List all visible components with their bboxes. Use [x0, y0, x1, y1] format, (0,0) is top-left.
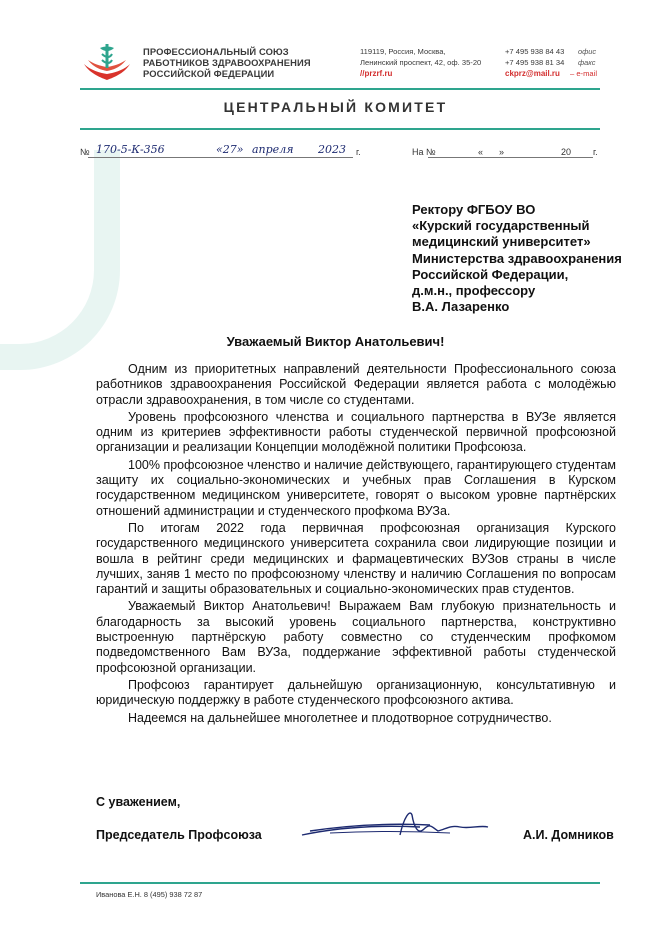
address-line: 119119, Россия, Москва, [360, 47, 446, 56]
signatory-title: Председатель Профсоюза [96, 828, 262, 842]
recipient-block [412, 202, 622, 315]
paragraph: Одним из приоритетных направлений деятельности Профессионального союза работников здравоохранения Российской Федерации является работа с молодёжью отрасли здравоохранения, в том числе со студентами. [96, 362, 616, 407]
closing: С уважением, [96, 795, 181, 809]
org-name-line: РОССИЙСКОЙ ФЕДЕРАЦИИ [143, 68, 275, 79]
paragraph: Надеемся на дальнейшее многолетнее и плодотворное сотрудничество. [128, 710, 552, 725]
paragraph: По итогам 2022 года первичная профсоюзная организация Курского государственного медицинского университета сохранила свои лидирующие позиции и вошла в рейтинг среди медицинских и фармацевтических ВУЗов страны в числе лучших, заняв 1 место по профсоюзному членству и наличию Соглашения по вопросам гарантий и защиты образовательных и социально-экономических прав студентов. [96, 520, 616, 597]
recipient-line: медицинский университет» [412, 234, 591, 250]
paragraph: Уважаемый Виктор Анатольевич! Выражаем Вам глубокую признательность и благодарность за высокий уровень социального партнерства, конструктивно выстроенную партнёрскую работу совместно со студенческим профкомом подведомственного Вам ВУЗа, поддержание эффективной работы студенческой профсоюзной организации. [96, 599, 616, 675]
phone-label: факс [578, 58, 596, 67]
reply-underline [428, 157, 593, 158]
ref-number-label: № [80, 147, 90, 157]
recipient-line: д.м.н., профессору [412, 283, 536, 299]
medical-hands-logo-icon [80, 40, 134, 82]
ref-date-day: «27» [216, 143, 244, 156]
email-link[interactable]: ckprz@mail.ru [505, 69, 560, 78]
email-label: – e-mail [570, 69, 598, 78]
paragraph: 100% профсоюзное членство и наличие действующего, гарантирующего студентам защиту их социально-экономических и учебных прав Соглашения в Курском государственном медицинском университете, говорят о высоком уровне партнёрских отношений администрации и студенческого профкома ВУЗа. [96, 457, 616, 518]
ref-date-month: апреля [252, 143, 294, 156]
phone-labels [578, 46, 596, 68]
salutation: Уважаемый Виктор Анатольевич! [226, 334, 445, 349]
recipient-line: Российской Федерации, [412, 266, 569, 282]
divider [80, 128, 600, 130]
reply-label: На № [412, 147, 436, 157]
ref-year-suffix: г. [356, 147, 361, 157]
signatory-name: А.И. Домников [523, 828, 614, 842]
signature-image [300, 805, 520, 845]
phones [505, 46, 564, 68]
ref-underline [88, 157, 353, 158]
committee-title: ЦЕНТРАЛЬНЫЙ КОМИТЕТ [223, 99, 448, 115]
footer-contact: Иванова Е.Н. 8 (495) 938 72 87 [96, 890, 203, 899]
ref-date-year: 2023 [318, 143, 346, 156]
address [360, 46, 481, 68]
website-link[interactable]: //przrf.ru [360, 69, 393, 78]
recipient-line: В.А. Лазаренко [412, 299, 510, 315]
org-name [143, 46, 311, 79]
reply-quote-open: « [478, 147, 484, 157]
org-name-line: ПРОФЕССИОНАЛЬНЫЙ СОЮЗ [143, 46, 289, 57]
paragraph: Уровень профсоюзного членства и социального партнерства в ВУЗе является одним из критериев эффективности работы студенческой первичной профсоюзной организации и реализации Концепции молодёжной политики Профсоюза. [96, 409, 616, 455]
divider [80, 88, 600, 90]
recipient-line: Министерства здравоохранения [412, 250, 622, 266]
paragraph: Профсоюз гарантирует дальнейшую организационную, консультативную и юридическую поддержку в работе студенческого профсоюзного актива. [96, 677, 616, 708]
phone-label: офис [578, 47, 597, 56]
recipient-line: Ректору ФГБОУ ВО [412, 202, 536, 217]
divider [80, 882, 600, 884]
ref-number-value: 170-5-К-356 [96, 143, 165, 156]
reply-year-suffix: г. [593, 147, 598, 157]
org-name-line: РАБОТНИКОВ ЗДРАВООХРАНЕНИЯ [143, 57, 311, 68]
address-line: Ленинский проспект, 42, оф. 35-20 [360, 58, 482, 67]
letter-body [96, 362, 616, 728]
phone-fax: +7 495 938 81 34 [505, 58, 565, 67]
reply-quote-close: » [499, 147, 505, 157]
phone-office: +7 495 938 84 43 [505, 47, 565, 56]
recipient-line: «Курский государственный [412, 218, 590, 234]
reply-year: 20 [561, 147, 572, 157]
